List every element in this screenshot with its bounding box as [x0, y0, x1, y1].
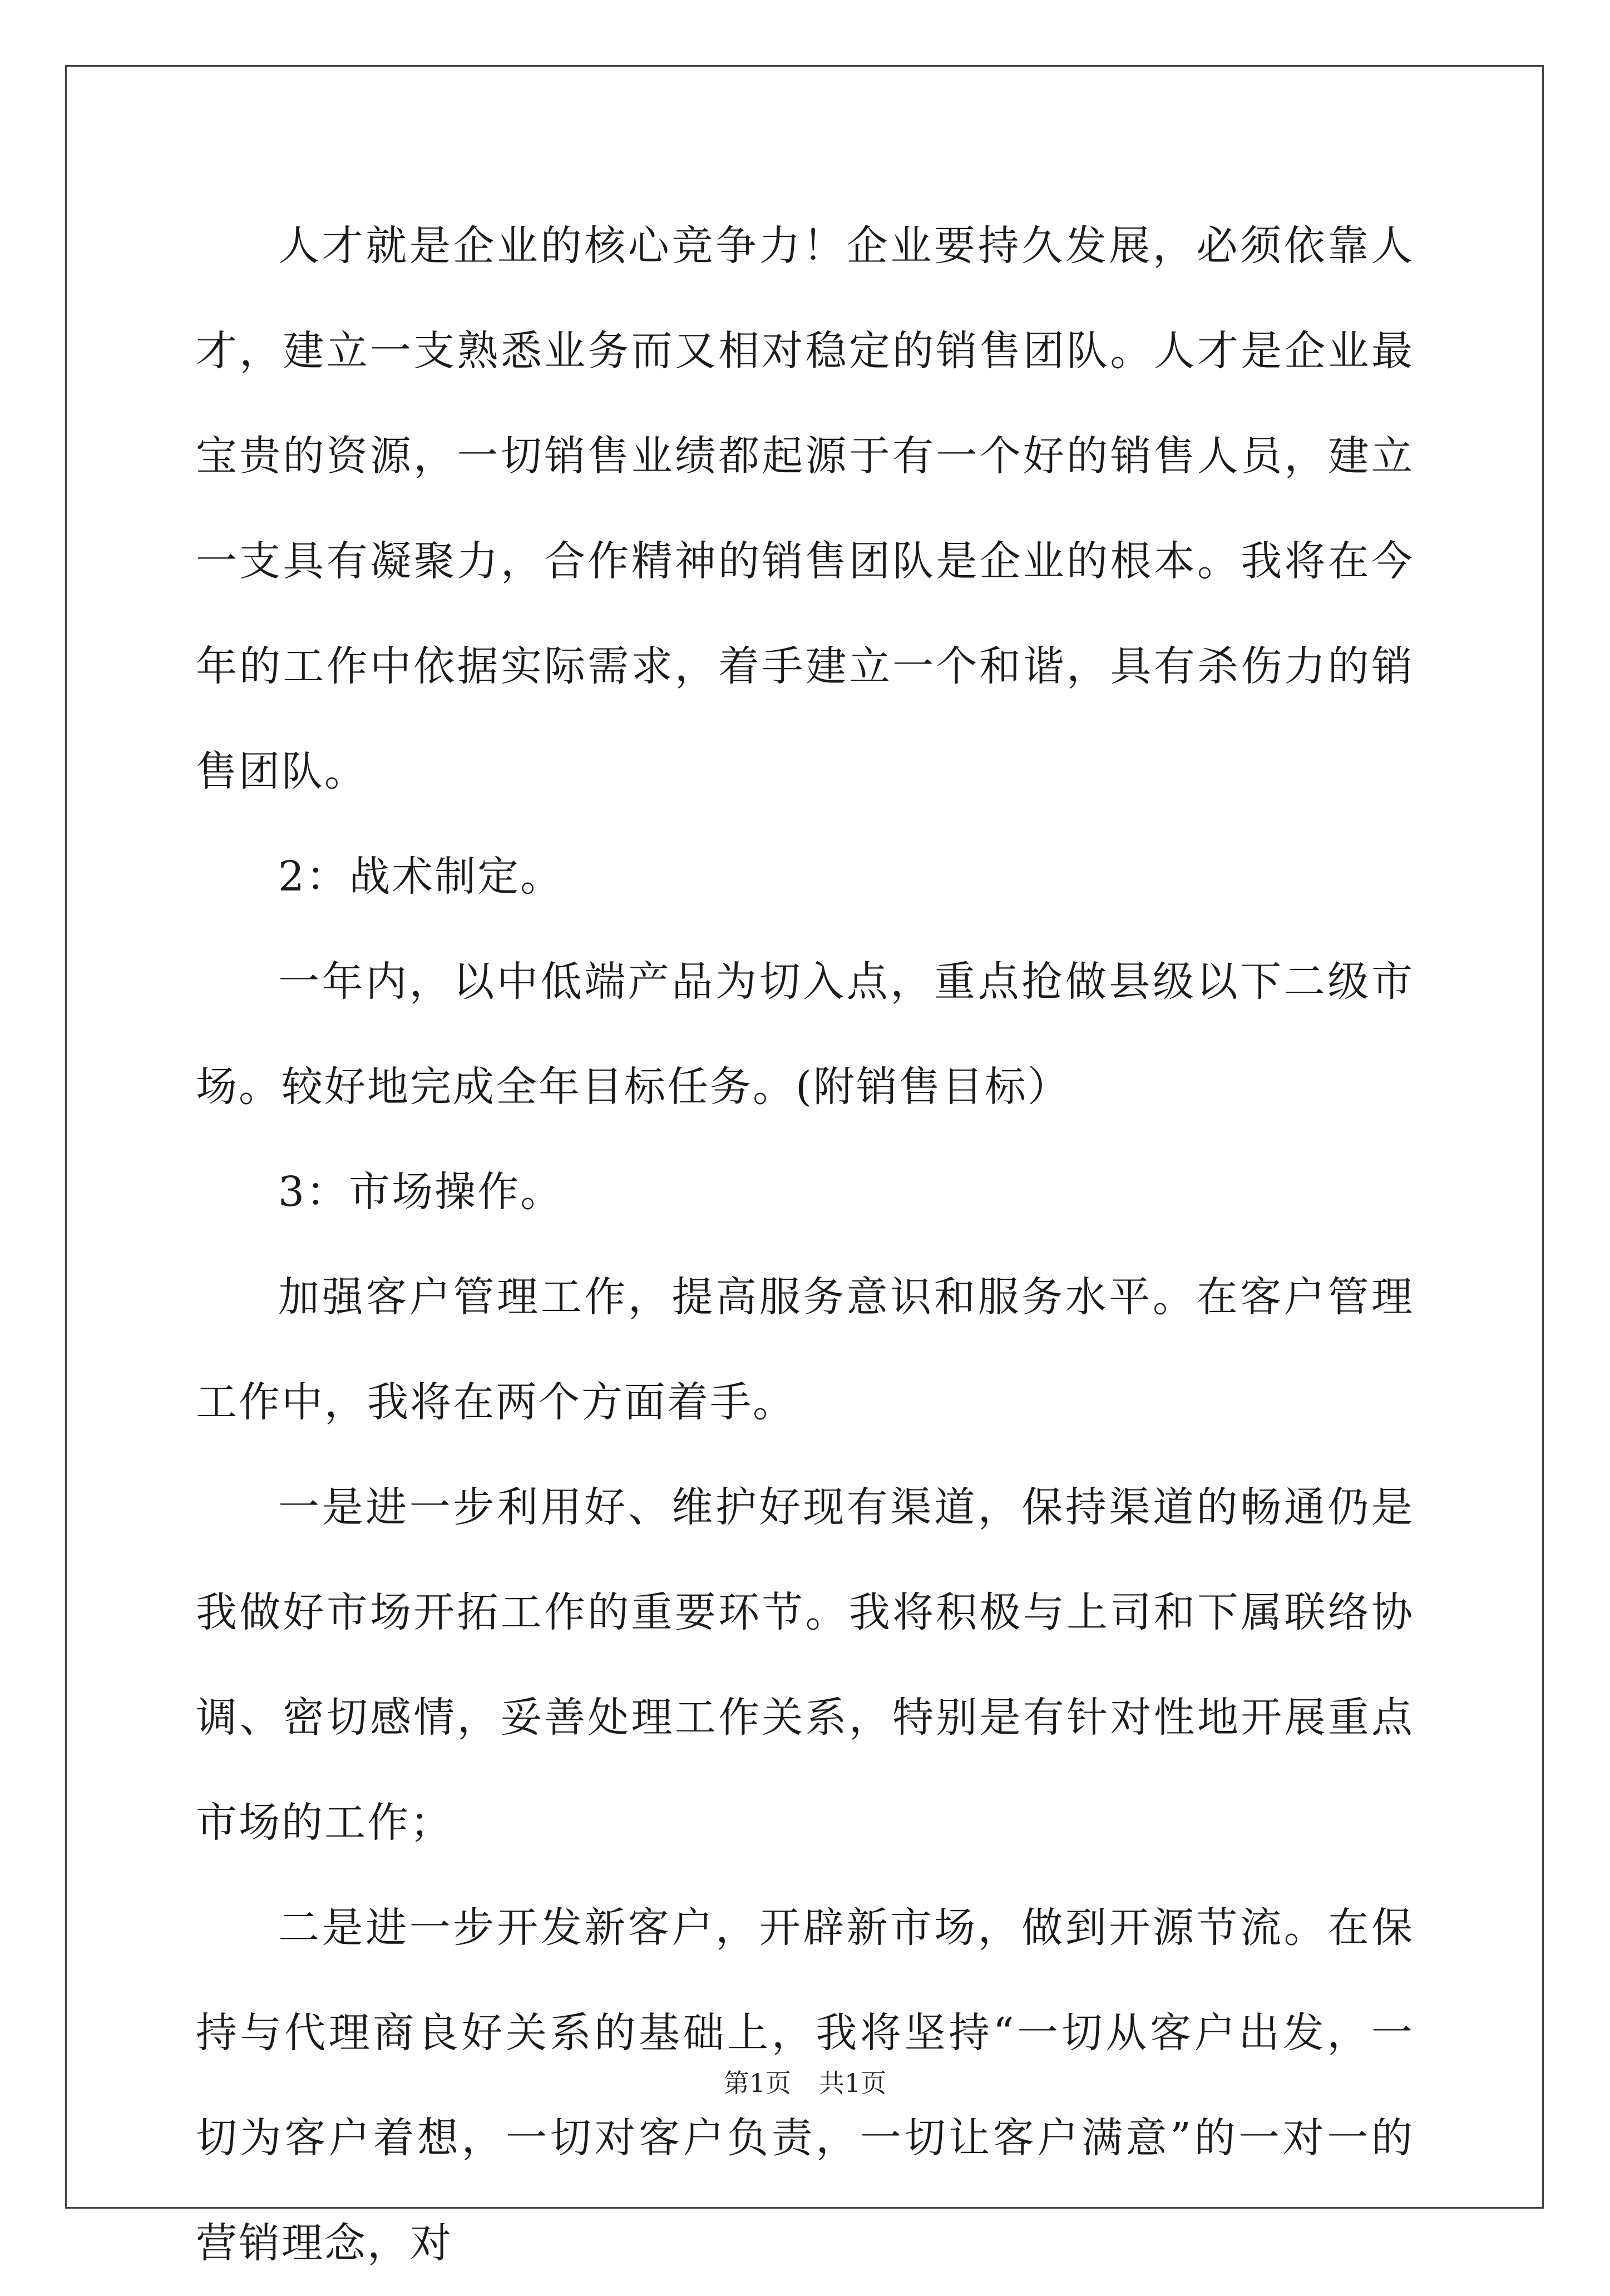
page-number: 第1页: [723, 2068, 791, 2098]
paragraph-customer-management: 加强客户管理工作，提高服务意识和服务水平。在客户管理工作中，我将在两个方面着手。: [196, 1273, 1414, 1426]
paragraph-market-heading: 3：市场操作。: [278, 1168, 564, 1216]
page-count: 共1页: [819, 2068, 887, 2098]
paragraph-new-customers: 二是进一步开发新客户，开辟新市场，做到开源节流。在保持与代理商良好关系的基础上，我将坚持“一切从客户出发，一切为客户着想，一切对客户负责，一切让客户满意”的一对一的营销理念，对: [196, 1904, 1414, 2267]
paragraph-channels: 一是进一步利用好、维护好现有渠道，保持渠道的畅通仍是我做好市场开拓工作的重要环节。我将积极与上司和下属联络协调、密切感情，妥善处理工作关系，特别是有针对性地开展重点市场的工作；: [196, 1483, 1414, 1847]
page-footer: [0, 2066, 1610, 2100]
paragraph-talent: 人才就是企业的核心竞争力！企业要持久发展，必须依靠人才，建立一支熟悉业务而又相对稳定的销售团队。人才是企业最宝贵的资源，一切销售业绩都起源于有一个好的销售人员，建立一支具有凝聚力，合作精神的销售团队是企业的根本。我将在今年的工作中依据实际需求，着手建立一个和谐，具有杀伤力的销售团队。: [196, 222, 1414, 795]
paragraph-tactics-heading: 2：战术制定。: [278, 853, 564, 900]
document-body: [196, 194, 1414, 2296]
paragraph-tactics: 一年内，以中低端产品为切入点，重点抢做县级以下二级市场。较好地完成全年目标任务。(附销售目标）: [196, 958, 1414, 1111]
